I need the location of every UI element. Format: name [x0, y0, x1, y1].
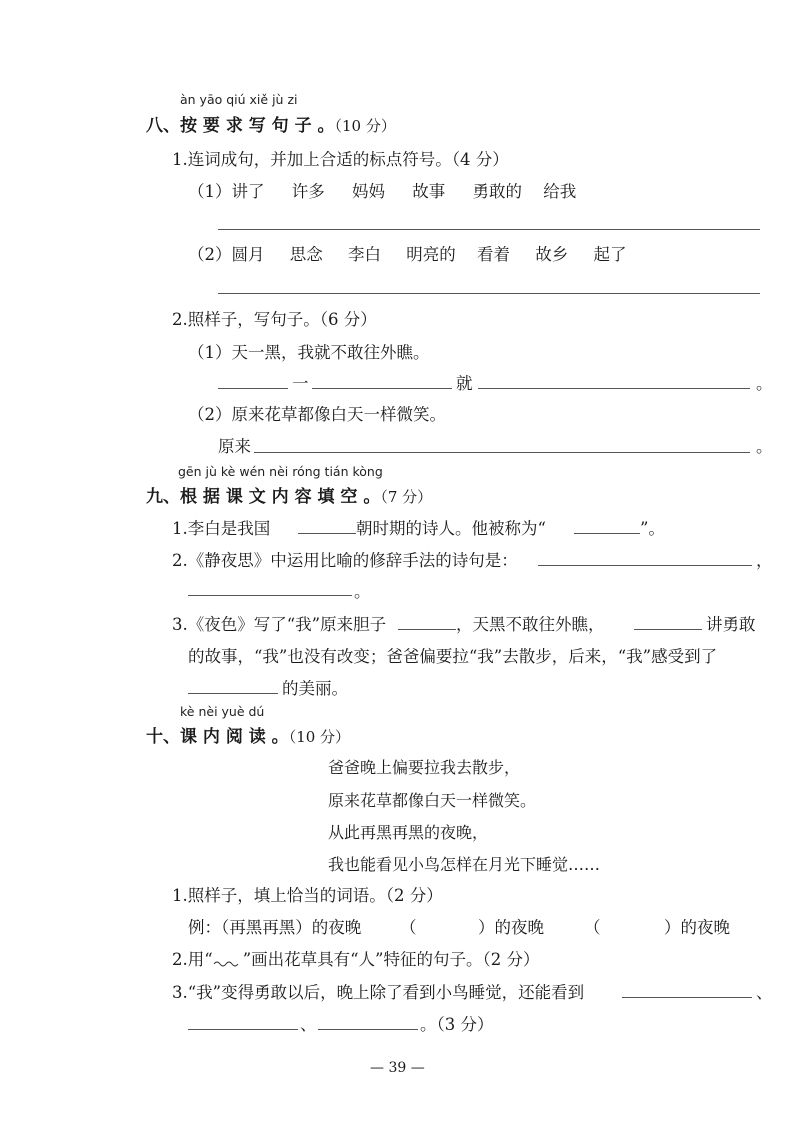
poem-line: 我也能看见小鸟怎样在月光下睡觉……: [328, 855, 601, 874]
s9-q2-blank-1[interactable]: [538, 565, 752, 566]
s9-q3-part3: 讲勇敢: [706, 615, 756, 634]
word: 思念: [289, 245, 323, 264]
section9-title: [146, 482, 432, 507]
word: 故乡: [535, 245, 569, 264]
s8-q2-prompt: 2.照样子，写句子。（6 分）: [172, 310, 377, 329]
s9-q3-blank-1[interactable]: [398, 629, 456, 630]
s8-q2a-blank-1[interactable]: [218, 388, 288, 389]
s9-q3-blank-3[interactable]: [188, 693, 278, 694]
s10-q2: [172, 946, 540, 970]
section9-points: （7 分）: [380, 488, 433, 506]
s9-q3-part1: 3.《夜色》写了“我”原来胆子: [172, 615, 387, 634]
section10-points: （10 分）: [288, 728, 351, 746]
s9-q1-blank-1[interactable]: [298, 533, 356, 534]
s8-q2a-blank-2[interactable]: [312, 388, 452, 389]
s10-q3-blank-2[interactable]: [188, 1029, 298, 1030]
s9-q2-prompt: 2.《静夜思》中运用比喻的修辞手法的诗句是：: [172, 551, 518, 570]
section8-title: [146, 111, 396, 136]
s8-q2b-start: 原来: [218, 437, 251, 456]
s10-q3-part1: 3.“我”变得勇敢以后，晚上除了看到小鸟睡觉，还能看到: [172, 983, 585, 1002]
s10-q3-sep-1: 、: [756, 983, 773, 1002]
s10-q1-prompt: 1.照样子，填上恰当的词语。（2 分）: [172, 886, 443, 905]
s8-q2a-end: 。: [756, 374, 773, 393]
s9-q3-line2: 的故事，“我”也没有改变；爸爸偏要拉“我”去散步，后来，“我”感受到了: [188, 647, 718, 666]
word: 给我: [543, 182, 577, 201]
s9-q3-blank-2[interactable]: [634, 629, 702, 630]
section9-pinyin: gēn jù kè wén nèi róng tián kòng: [178, 464, 383, 479]
word: 故事: [412, 182, 446, 201]
poem-line: 爸爸晚上偏要拉我去散步，: [328, 758, 521, 777]
s10-q1-close-2: ）的夜晚: [664, 918, 730, 937]
page-number: — 39 —: [370, 1060, 425, 1076]
s10-q2-part2: ”画出花草具有“人”特征的句子。（2 分）: [242, 950, 540, 969]
s9-q3-line3: 的美丽。: [282, 679, 348, 698]
section8-pinyin: àn yāo qiú xiě jù zi: [180, 92, 298, 107]
word: 勇敢的: [472, 182, 522, 201]
section10-title: [146, 722, 350, 747]
s10-q3-end: 。（3 分）: [420, 1015, 494, 1034]
s9-q3-part2: ，天黑不敢往外瞧，: [456, 615, 605, 634]
s10-q3-blank-3[interactable]: [318, 1029, 418, 1030]
s8-q2b-end: 。: [756, 437, 773, 456]
section8-title-text: 八、按 要 求 写 句 子 。: [146, 116, 335, 136]
word: 许多: [291, 182, 325, 201]
s8-q2b-example: （2）原来花草都像白天一样微笑。: [188, 405, 446, 424]
s10-q3-sep-2: 、: [300, 1015, 317, 1034]
s8-q1b-label: （2）圆月: [188, 245, 265, 264]
word: 明亮的: [406, 245, 456, 264]
section8-points: （10 分）: [334, 117, 396, 135]
s9-q2-comma: ，: [756, 551, 773, 570]
section10-pinyin: kè nèi yuè dú: [180, 704, 265, 719]
s10-q3-blank-1[interactable]: [622, 997, 752, 998]
poem-line: 原来花草都像白天一样微笑。: [328, 791, 537, 810]
s9-q1-part3: ”。: [640, 519, 665, 538]
s9-q1-blank-2[interactable]: [574, 533, 640, 534]
word: 妈妈: [352, 182, 385, 201]
s8-q1a-answer-line[interactable]: [218, 229, 760, 230]
poem-line: 从此再黑再黑的夜晚，: [328, 823, 489, 842]
s8-q2a-word2: 就: [456, 374, 473, 393]
wavy-line-icon: [213, 957, 243, 967]
word: 起了: [593, 245, 627, 264]
word: 李白: [348, 245, 381, 264]
s9-q1-part2: 朝时期的诗人。他被称为“: [356, 519, 546, 538]
s8-q1-prompt: 1.连词成句，并加上合适的标点符号。（4 分）: [172, 150, 509, 169]
s8-q1b-words: [188, 241, 627, 265]
word: 看着: [477, 245, 510, 264]
s9-q2-blank-2[interactable]: [188, 595, 352, 596]
s8-q1a-label: （1）讲了: [188, 182, 265, 201]
s10-q2-part1: 2.用“: [172, 950, 213, 969]
s10-q1-close-1: ）的夜晚: [478, 918, 544, 937]
s9-q1-part1: 1.李白是我国: [172, 519, 271, 538]
s8-q2a-blank-3[interactable]: [478, 388, 750, 389]
s8-q2b-blank[interactable]: [254, 452, 750, 453]
s8-q1a-words: [188, 178, 576, 202]
s10-q1-open-1: （: [400, 918, 417, 937]
s8-q2a-word1: 一: [292, 374, 309, 393]
s8-q1b-answer-line[interactable]: [218, 293, 760, 294]
section9-title-text: 九、根 据 课 文 内 容 填 空 。: [146, 487, 381, 507]
s9-q2-end: 。: [354, 582, 371, 601]
section10-title-text: 十、课 内 阅 读 。: [146, 727, 289, 747]
s10-q1-example: 例：（再黑再黑）的夜晚: [188, 918, 362, 937]
s8-q2a-example: （1）天一黑，我就不敢往外瞧。: [188, 343, 430, 362]
s10-q1-open-2: （: [584, 918, 601, 937]
